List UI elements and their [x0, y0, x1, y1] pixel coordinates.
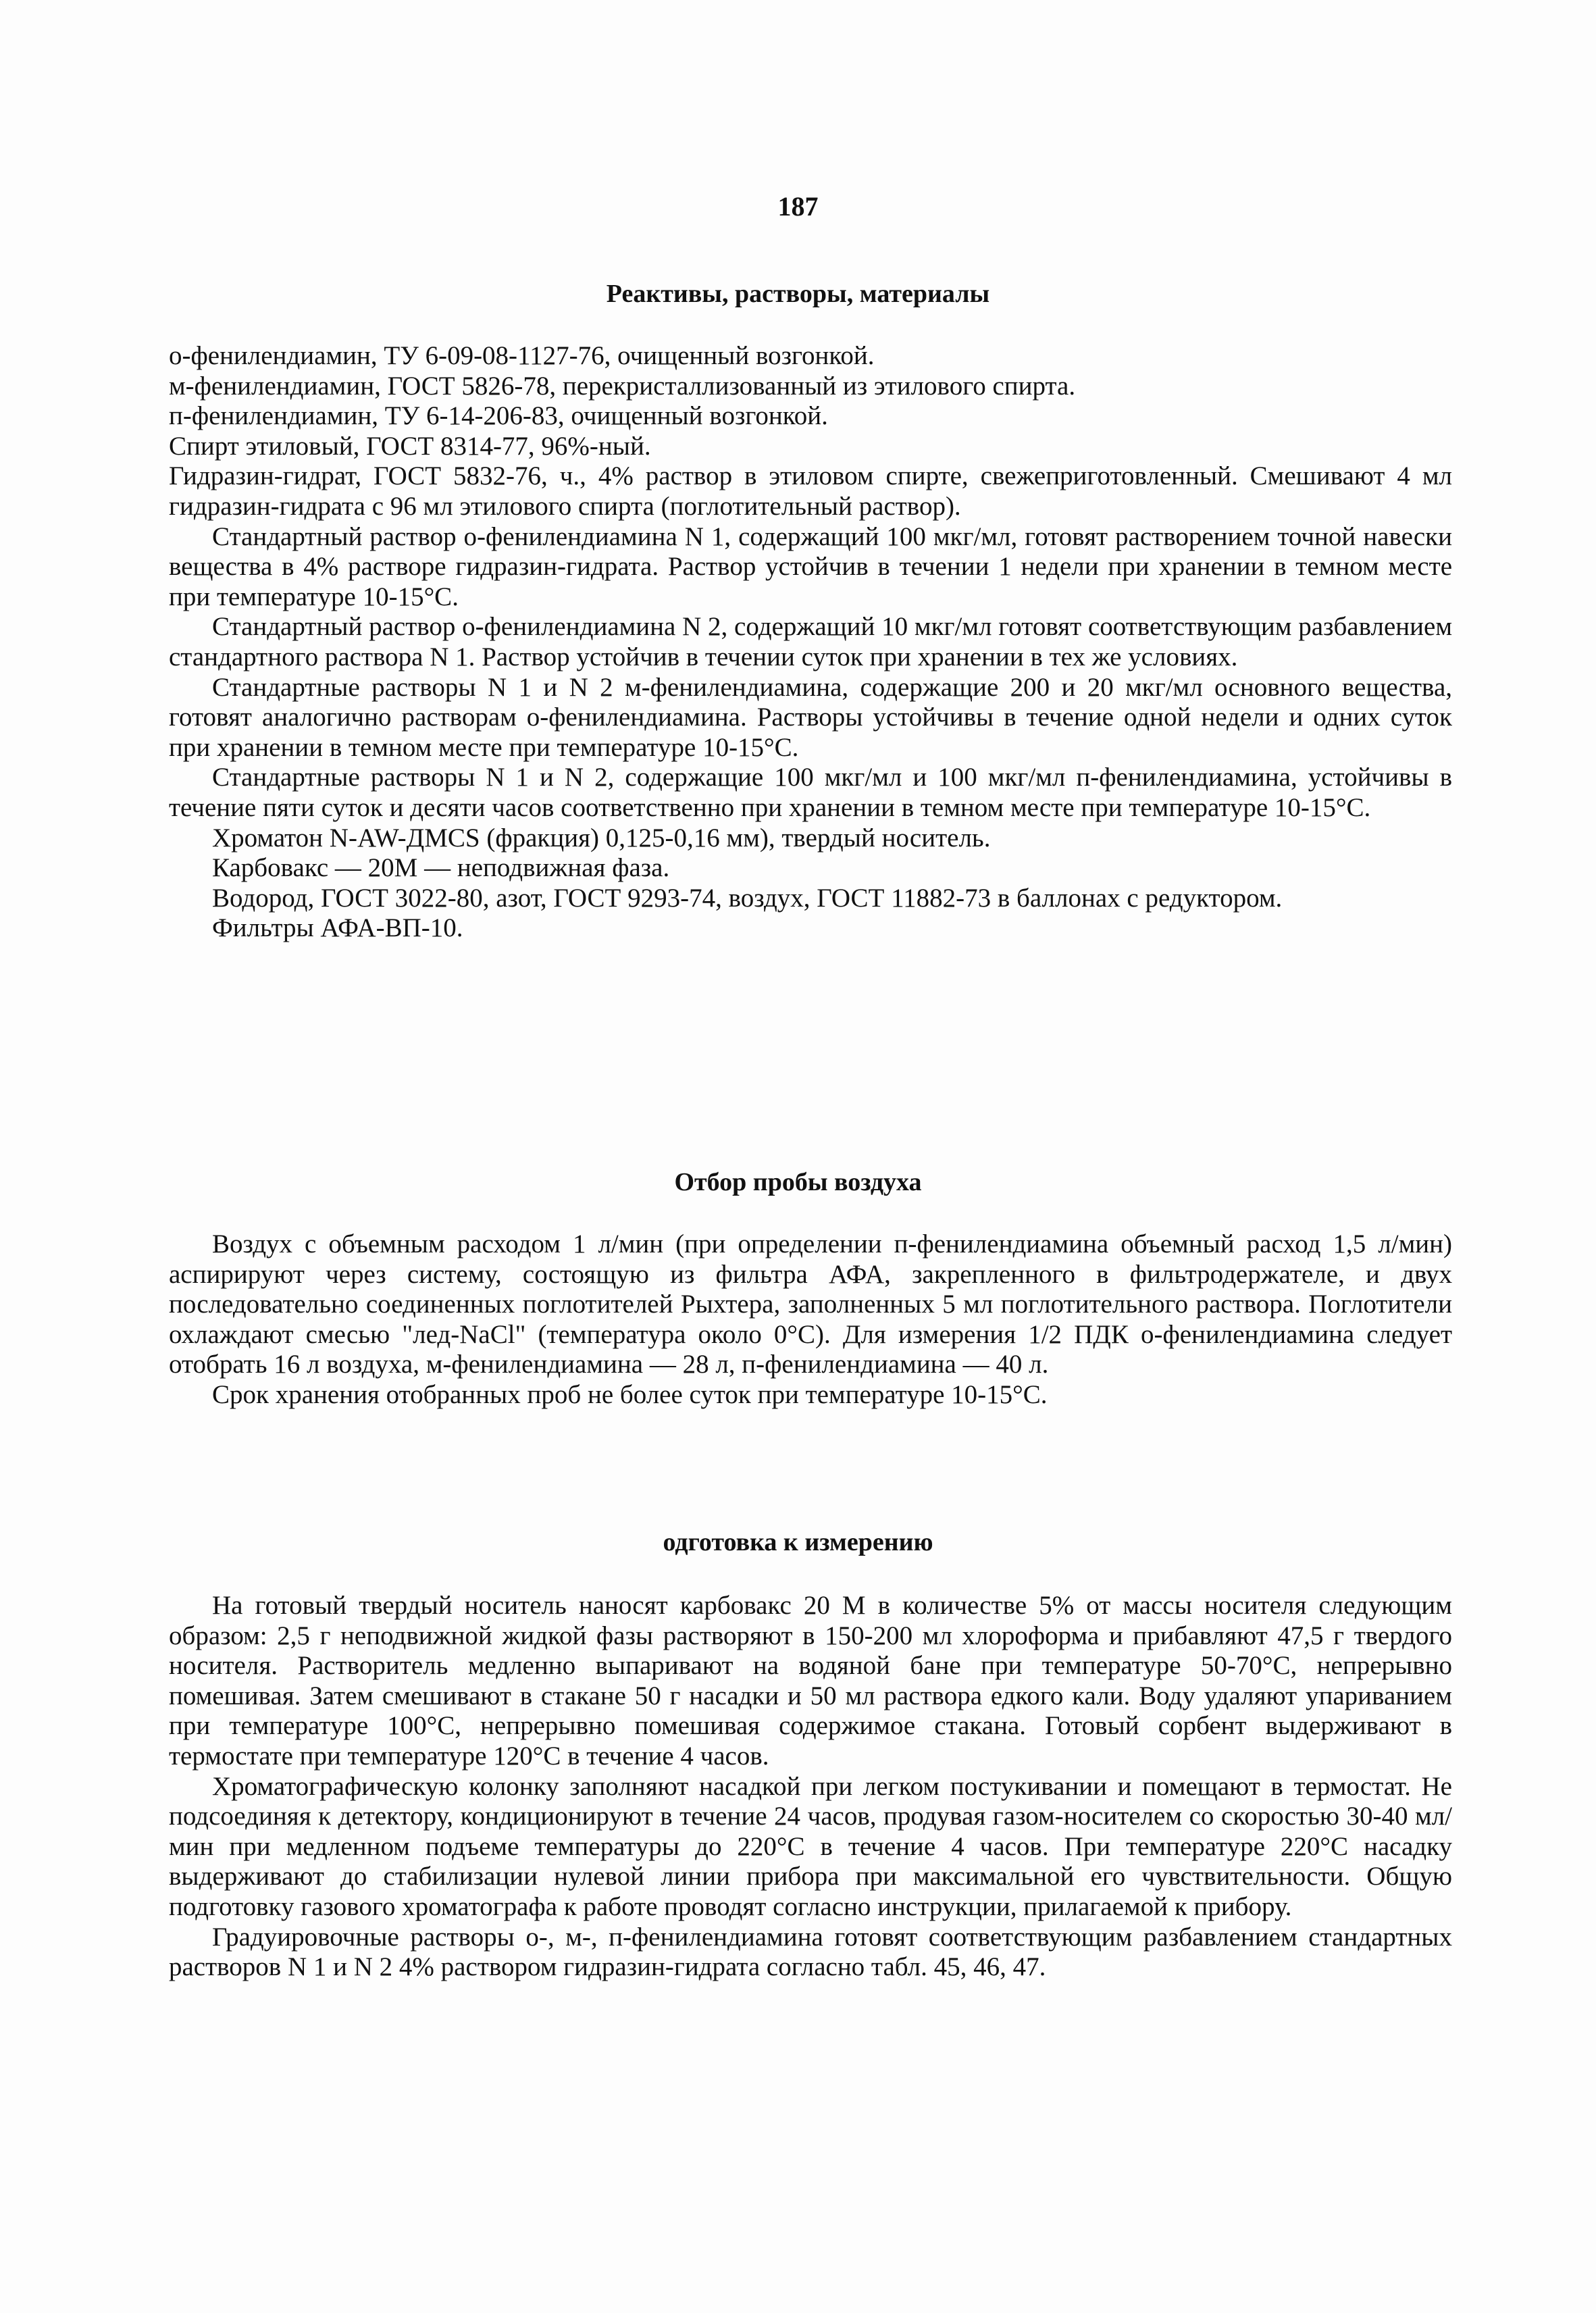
paragraph: Воздух с объемным расходом 1 л/мин (при определении п-фенилендиамина объемный расход 1,5 л/мин) аспирируют через систему, состоящую из фильтра АФА, закрепленного в фильтродержателе, и двух последовательно соединенных поглотителей Рыхтера, заполненных 5 мл поглотительного раствора. Поглотители охлаждают смесью "лед-NaCl" (температура около 0°С). Для измерения 1/2 ПДК о-фенилендиамина следует отобрать 16 л воздуха, м-фенилендиамина — 28 л, п-фенилендиамина — 40 л.: [169, 1229, 1452, 1379]
paragraph: Срок хранения отобранных проб не более суток при температуре 10-15°С.: [212, 1379, 1048, 1409]
air-sampling-section: [169, 1229, 1452, 1410]
paragraph: Водород, ГОСТ 3022-80, азот, ГОСТ 9293-74, воздух, ГОСТ 11882-73 в баллонах с редуктором.: [212, 883, 1283, 913]
section-heading-air-sampling: Отбор пробы воздуха: [674, 1168, 922, 1196]
paragraph: п-фенилендиамин, ТУ 6-14-206-83, очищенный возгонкой.: [169, 401, 828, 431]
section-heading-reagents: Реактивы, растворы, материалы: [606, 280, 990, 308]
paragraph: Градуировочные растворы о-, м-, п-фенилендиамина готовят соответствующим разбавлением стандартных растворов N 1 и N 2 4% раствором гидразин-гидрата согласно табл. 45, 46, 47.: [169, 1922, 1452, 1982]
paragraph: Стандартные растворы N 1 и N 2 м-фенилендиамина, содержащие 200 и 20 мкг/мл основного вещества, готовят аналогично растворам о-фенилендиамина. Растворы устойчивы в течение одной недели и одних суток при хранении в темном месте при температуре 10-15°С.: [169, 672, 1452, 762]
paragraph: Хроматон N-AW-ДМCS (фракция) 0,125-0,16 мм), твердый носитель.: [212, 823, 991, 853]
page-number: 187: [777, 191, 819, 222]
preparation-section: [169, 1591, 1452, 1983]
paragraph: Фильтры АФА-ВП-10.: [212, 913, 463, 943]
paragraph: Стандартный раствор о-фенилендиамина N 2, содержащий 10 мкг/мл готовят соответствующим разбавлением стандартного раствора N 1. Раствор устойчив в течении суток при хранении в тех же условиях.: [169, 612, 1452, 671]
paragraph: о-фенилендиамин, ТУ 6-09-08-1127-76, очищенный возгонкой.: [169, 341, 875, 370]
paragraph: Стандартный раствор о-фенилендиамина N 1, содержащий 100 мкг/мл, готовят растворением точной навески вещества в 4% растворе гидразин-гидрата. Раствор устойчив в течении 1 недели при хранении в темном месте при температуре 10-15°С.: [169, 522, 1452, 611]
paragraph: Спирт этиловый, ГОСТ 8314-77, 96%-ный.: [169, 431, 651, 461]
reagents-section: [169, 341, 1452, 944]
paragraph: м-фенилендиамин, ГОСТ 5826-78, перекристаллизованный из этилового спирта.: [169, 371, 1076, 401]
paragraph: Карбовакс — 20М — неподвижная фаза.: [212, 853, 670, 883]
section-heading-preparation: одготовка к измерению: [663, 1528, 933, 1556]
paragraph: Хроматографическую колонку заполняют насадкой при легком постукивании и помещают в термостат. Не подсоединяя к детектору, кондиционируют в течение 24 часов, продувая газом-носителем со скоростью 30-40 мл/мин при медленном подъеме температуры до 220°С в течение 4 часов. При температуре 220°С насадку выдерживают до стабилизации нулевой линии прибора при максимальной его чувствительности. Общую подготовку газового хроматографа к работе проводят согласно инструкции, прилагаемой к прибору.: [169, 1771, 1452, 1921]
paragraph: На готовый твердый носитель наносят карбовакс 20 М в количестве 5% от массы носителя следующим образом: 2,5 г неподвижной жидкой фазы растворяют в 150-200 мл хлороформа и прибавляют 47,5 г твердого носителя. Растворитель медленно выпаривают на водяной бане при температуре 50-70°С, непрерывно помешивая. Затем смешивают в стакане 50 г насадки и 50 мл раствора едкого кали. Воду удаляют упариванием при температуре 100°С, непрерывно помешивая содержимое стакана. Готовый сорбент выдерживают в термостате при температуре 120°С в течение 4 часов.: [169, 1591, 1452, 1771]
paragraph: Стандартные растворы N 1 и N 2, содержащие 100 мкг/мл и 100 мкг/мл п-фенилендиамина, устойчивы в течение пяти суток и десяти часов соответственно при хранении в темном месте при температуре 10-15°С.: [169, 763, 1452, 822]
paragraph: Гидразин-гидрат, ГОСТ 5832-76, ч., 4% раствор в этиловом спирте, свежеприготовленный. Смешивают 4 мл гидразин-гидрата с 96 мл этилового спирта (поглотительный раствор).: [169, 461, 1452, 521]
